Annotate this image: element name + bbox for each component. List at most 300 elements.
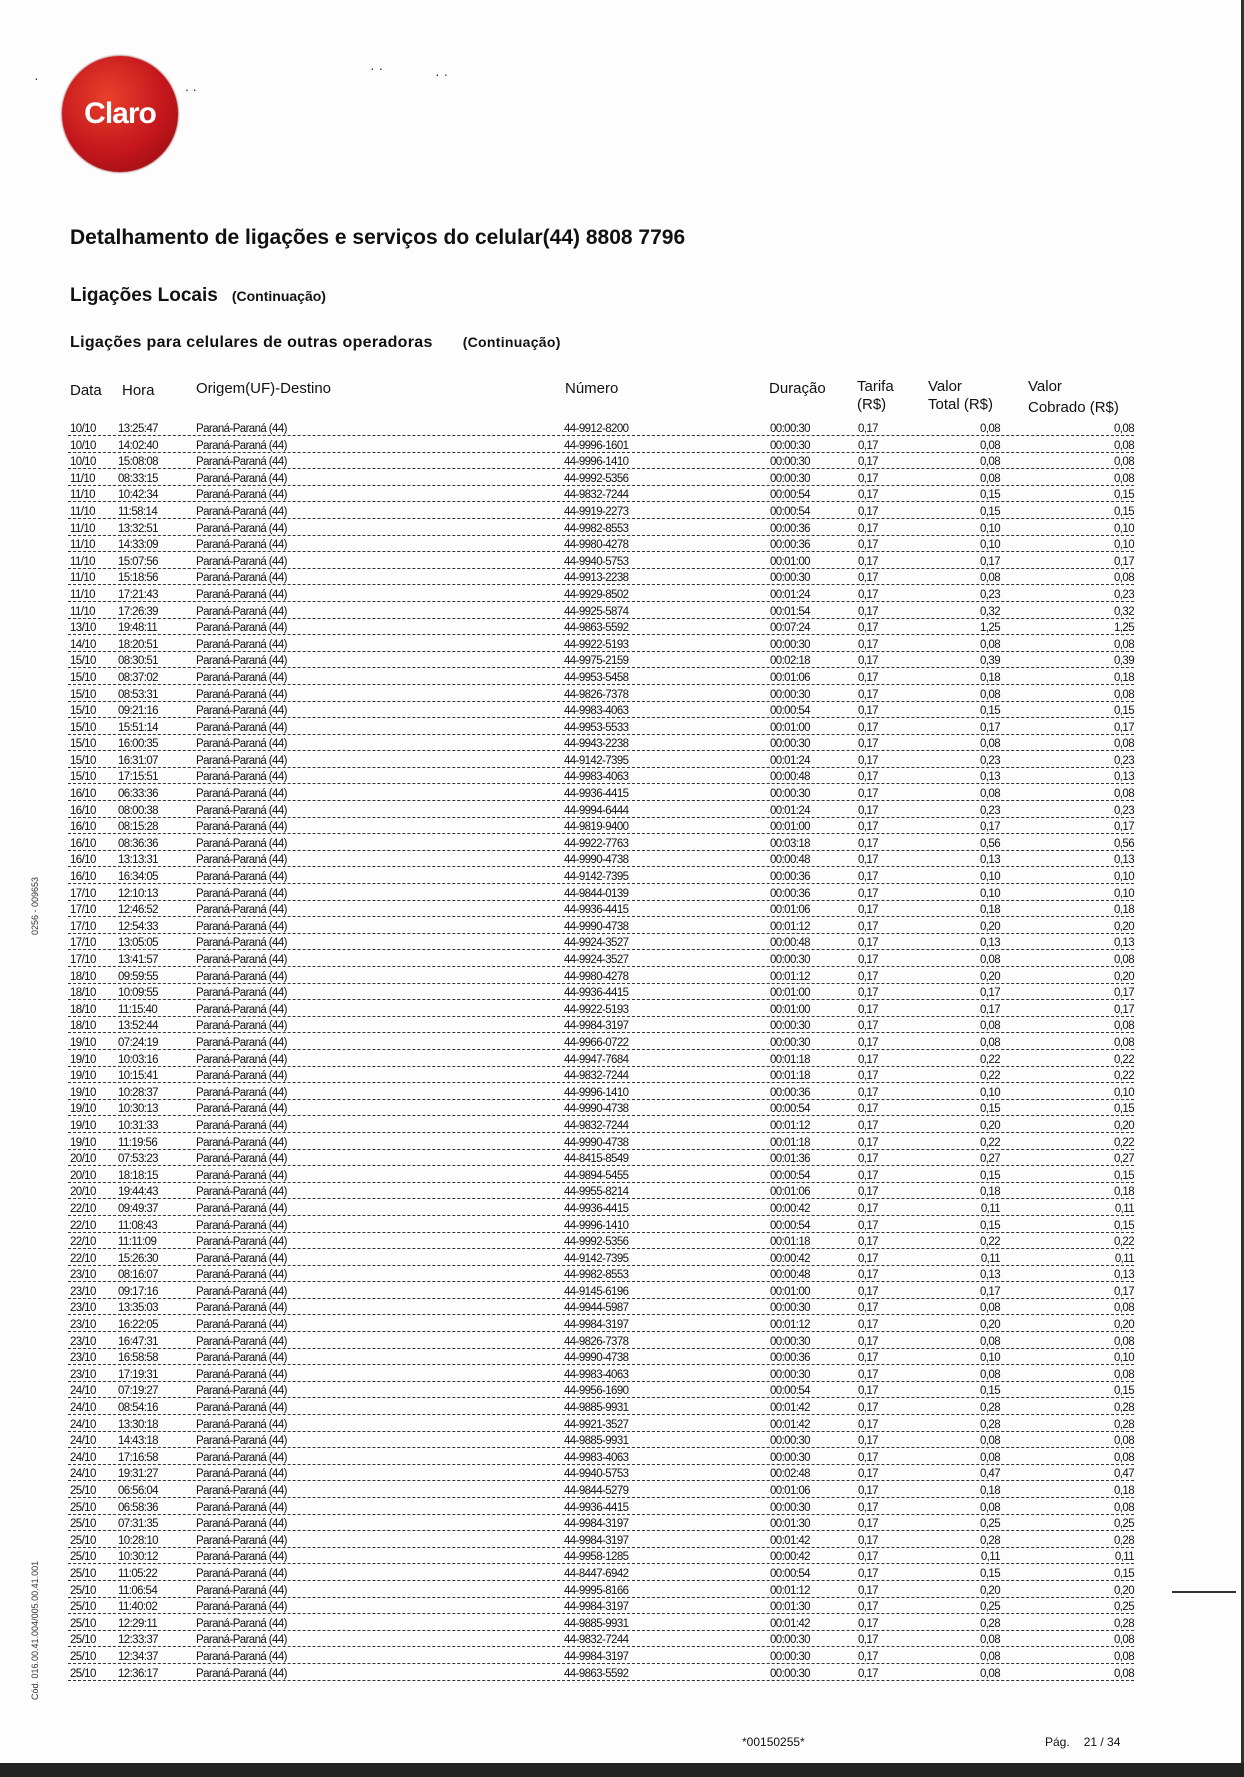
call-time: 08:15:28	[118, 821, 158, 834]
call-charged: 0,10	[1114, 871, 1134, 884]
call-rate: 0,17	[858, 1053, 878, 1066]
call-date: 24/10	[70, 1385, 96, 1398]
call-rate: 0,17	[858, 854, 878, 867]
table-row	[68, 986, 1134, 1003]
table-row	[68, 488, 1134, 505]
call-number: 44-9995-8166	[564, 1584, 629, 1597]
call-total: 0,10	[980, 522, 1000, 535]
call-origin: Paraná-Paraná (44)	[196, 987, 287, 1000]
call-total: 0,10	[980, 1086, 1000, 1099]
call-rate: 0,17	[858, 1468, 878, 1481]
call-rate: 0,17	[858, 788, 878, 801]
call-time: 11:19:56	[118, 1136, 158, 1149]
call-duration: 00:01:42	[770, 1534, 810, 1547]
call-time: 17:26:39	[118, 605, 158, 618]
table-row	[68, 1252, 1134, 1269]
call-number: 44-9994-6444	[564, 804, 629, 817]
call-duration: 00:00:48	[770, 771, 810, 784]
call-rate: 0,17	[858, 1584, 878, 1597]
valor-total-unit: Total (R$)	[928, 396, 994, 413]
col-header-duracao: Duração	[769, 380, 826, 397]
call-number: 44-9936-4415	[564, 987, 629, 1000]
call-number: 44-9983-4063	[564, 705, 629, 718]
call-total: 0,17	[980, 721, 1000, 734]
call-total: 1,25	[980, 622, 1000, 635]
call-origin: Paraná-Paraná (44)	[196, 1053, 287, 1066]
call-rate: 0,17	[858, 738, 878, 751]
call-charged: 0,20	[1114, 970, 1134, 983]
call-total: 0,18	[980, 1485, 1000, 1497]
call-origin: Paraná-Paraná (44)	[196, 539, 287, 552]
table-row	[68, 1318, 1134, 1335]
table-row	[68, 870, 1134, 887]
call-rate: 0,17	[858, 1518, 878, 1531]
call-rate: 0,17	[858, 1435, 878, 1448]
call-total: 0,15	[980, 1385, 1000, 1398]
table-row	[68, 804, 1134, 821]
call-duration: 00:00:54	[770, 505, 810, 518]
call-duration: 00:01:30	[770, 1518, 810, 1531]
call-number: 44-9924-3527	[564, 937, 629, 950]
call-date: 22/10	[70, 1236, 96, 1249]
col-header-valor-cobrado	[1028, 378, 1119, 417]
call-origin: Paraná-Paraná (44)	[196, 472, 287, 485]
call-date: 25/10	[70, 1501, 96, 1514]
subsection-label: Ligações para celulares de outras operadoras	[70, 334, 433, 351]
call-rate: 0,17	[858, 622, 878, 635]
call-time: 13:13:31	[118, 854, 158, 867]
call-time: 06:56:04	[118, 1485, 158, 1497]
call-duration: 00:01:00	[770, 987, 810, 1000]
table-row	[68, 1086, 1134, 1103]
call-number: 44-9996-1601	[564, 439, 629, 452]
call-date: 11/10	[70, 539, 95, 552]
call-total: 0,56	[980, 837, 1000, 850]
call-date: 17/10	[70, 887, 96, 900]
call-total: 0,23	[980, 588, 1000, 601]
scan-dot: · ·	[370, 60, 384, 76]
call-charged: 0,22	[1114, 1053, 1134, 1066]
call-number: 44-9832-7244	[564, 1634, 629, 1647]
call-charged: 0,17	[1114, 821, 1134, 834]
call-date: 22/10	[70, 1219, 96, 1232]
call-rate: 0,17	[858, 456, 878, 469]
call-duration: 00:00:54	[770, 1385, 810, 1398]
call-number: 44-9980-4278	[564, 539, 629, 552]
call-rate: 0,17	[858, 1451, 878, 1464]
call-number: 44-9894-5455	[564, 1169, 629, 1182]
call-rate: 0,17	[858, 837, 878, 850]
call-time: 14:33:09	[118, 539, 158, 552]
table-row	[68, 571, 1134, 588]
tarifa-unit: (R$)	[857, 396, 887, 413]
call-time: 16:34:05	[118, 871, 158, 884]
call-duration: 00:01:06	[770, 671, 810, 684]
table-row	[68, 770, 1134, 787]
call-origin: Paraná-Paraná (44)	[196, 555, 287, 568]
call-charged: 0,10	[1114, 522, 1134, 535]
table-row	[68, 837, 1134, 854]
call-total: 0,13	[980, 771, 1000, 784]
call-time: 12:46:52	[118, 904, 158, 917]
call-total: 0,08	[980, 954, 1000, 966]
call-rate: 0,17	[858, 1036, 878, 1049]
call-date: 16/10	[70, 821, 96, 834]
call-charged: 0,18	[1114, 1186, 1134, 1199]
call-charged: 0,15	[1114, 1567, 1134, 1580]
call-time: 08:37:02	[118, 671, 158, 684]
call-duration: 00:01:42	[770, 1402, 810, 1415]
call-date: 15/10	[70, 771, 96, 784]
call-date: 15/10	[70, 721, 96, 734]
tarifa-label: Tarifa	[857, 378, 894, 395]
call-origin: Paraná-Paraná (44)	[196, 1385, 287, 1398]
call-date: 15/10	[70, 705, 96, 718]
call-charged: 0,27	[1114, 1153, 1134, 1166]
call-date: 22/10	[70, 1252, 96, 1265]
call-number: 44-9990-4738	[564, 920, 629, 933]
call-charged: 0,08	[1114, 954, 1134, 966]
call-time: 18:18:15	[118, 1169, 158, 1182]
table-row	[68, 721, 1134, 738]
call-number: 44-9953-5458	[564, 671, 629, 684]
call-time: 16:31:07	[118, 754, 158, 767]
call-time: 12:34:37	[118, 1650, 158, 1663]
call-rate: 0,17	[858, 439, 878, 452]
call-rate: 0,17	[858, 904, 878, 917]
call-origin: Paraná-Paraná (44)	[196, 1169, 287, 1182]
claro-logo	[62, 56, 178, 172]
call-number: 44-9982-8553	[564, 1269, 629, 1282]
call-rate: 0,17	[858, 754, 878, 767]
call-duration: 00:07:24	[770, 622, 810, 635]
call-date: 15/10	[70, 671, 96, 684]
call-time: 17:21:43	[118, 588, 158, 601]
call-time: 11:15:40	[118, 1003, 158, 1016]
call-origin: Paraná-Paraná (44)	[196, 423, 287, 435]
call-origin: Paraná-Paraná (44)	[196, 887, 287, 900]
call-date: 23/10	[70, 1302, 96, 1315]
call-duration: 00:00:30	[770, 1435, 810, 1448]
table-row	[68, 1434, 1134, 1451]
call-charged: 0,08	[1114, 1634, 1134, 1647]
call-number: 44-9940-5753	[564, 555, 629, 568]
call-rate: 0,17	[858, 489, 878, 502]
table-row	[68, 1019, 1134, 1036]
call-date: 19/10	[70, 1053, 96, 1066]
call-time: 15:18:56	[118, 572, 158, 585]
call-charged: 0,15	[1114, 1169, 1134, 1182]
call-duration: 00:00:54	[770, 1103, 810, 1116]
call-rate: 0,17	[858, 1153, 878, 1166]
call-origin: Paraná-Paraná (44)	[196, 1650, 287, 1663]
call-total: 0,08	[980, 472, 1000, 485]
call-time: 12:29:11	[118, 1617, 158, 1630]
call-total: 0,08	[980, 638, 1000, 651]
section-title	[70, 285, 326, 307]
table-row	[68, 1550, 1134, 1567]
call-date: 11/10	[70, 489, 95, 502]
call-date: 10/10	[70, 423, 96, 435]
call-total: 0,15	[980, 705, 1000, 718]
scan-dot: · ·	[435, 66, 449, 82]
call-date: 16/10	[70, 854, 96, 867]
call-rate: 0,17	[858, 804, 878, 817]
call-origin: Paraná-Paraná (44)	[196, 1269, 287, 1282]
call-total: 0,08	[980, 1368, 1000, 1381]
call-charged: 0,15	[1114, 489, 1134, 502]
call-number: 44-9922-7763	[564, 837, 629, 850]
call-origin: Paraná-Paraná (44)	[196, 505, 287, 518]
call-charged: 0,10	[1114, 539, 1134, 552]
call-charged: 0,08	[1114, 638, 1134, 651]
call-origin: Paraná-Paraná (44)	[196, 1219, 287, 1232]
call-date: 25/10	[70, 1667, 96, 1680]
call-duration: 00:00:30	[770, 1451, 810, 1464]
call-duration: 00:00:30	[770, 954, 810, 966]
call-duration: 00:00:30	[770, 1634, 810, 1647]
call-charged: 0,17	[1114, 1003, 1134, 1016]
call-time: 10:30:12	[118, 1551, 158, 1564]
call-total: 0,27	[980, 1153, 1000, 1166]
call-charged: 0,15	[1114, 1385, 1134, 1398]
call-number: 44-9984-3197	[564, 1319, 629, 1332]
table-row	[68, 1667, 1134, 1684]
call-time: 09:21:16	[118, 705, 158, 718]
table-row	[68, 1185, 1134, 1202]
call-charged: 0,08	[1114, 1650, 1134, 1663]
call-origin: Paraná-Paraná (44)	[196, 1368, 287, 1381]
call-duration: 00:01:00	[770, 1003, 810, 1016]
table-row	[68, 538, 1134, 555]
call-duration: 00:01:12	[770, 970, 810, 983]
call-charged: 0,08	[1114, 1368, 1134, 1381]
table-row	[68, 505, 1134, 522]
call-time: 12:54:33	[118, 920, 158, 933]
call-number: 44-9956-1690	[564, 1385, 629, 1398]
table-row	[68, 422, 1134, 439]
call-time: 16:00:35	[118, 738, 158, 751]
call-number: 44-9958-1285	[564, 1551, 629, 1564]
call-number: 44-9826-7378	[564, 688, 629, 701]
table-row	[68, 1235, 1134, 1252]
call-rate: 0,17	[858, 970, 878, 983]
call-total: 0,10	[980, 539, 1000, 552]
call-number: 44-9992-5356	[564, 472, 629, 485]
call-time: 14:43:18	[118, 1435, 158, 1448]
call-rate: 0,17	[858, 1485, 878, 1497]
call-total: 0,18	[980, 1186, 1000, 1199]
call-total: 0,08	[980, 439, 1000, 452]
call-charged: 0,32	[1114, 605, 1134, 618]
call-number: 44-9142-7395	[564, 871, 629, 884]
call-rate: 0,17	[858, 655, 878, 668]
call-duration: 00:00:36	[770, 539, 810, 552]
call-number: 44-9863-5592	[564, 1667, 629, 1680]
call-time: 16:58:58	[118, 1352, 158, 1365]
call-rate: 0,17	[858, 1202, 878, 1215]
call-duration: 00:01:06	[770, 1186, 810, 1199]
call-time: 16:47:31	[118, 1335, 158, 1348]
call-date: 17/10	[70, 920, 96, 933]
call-origin: Paraná-Paraná (44)	[196, 1534, 287, 1547]
call-total: 0,15	[980, 1169, 1000, 1182]
call-number: 44-9984-3197	[564, 1518, 629, 1531]
call-number: 44-9145-6196	[564, 1285, 629, 1298]
call-charged: 0,23	[1114, 588, 1134, 601]
call-number: 44-9980-4278	[564, 970, 629, 983]
call-time: 11:06:54	[118, 1584, 158, 1597]
call-time: 13:30:18	[118, 1418, 158, 1431]
call-date: 25/10	[70, 1518, 96, 1531]
call-date: 16/10	[70, 871, 96, 884]
call-date: 24/10	[70, 1402, 96, 1415]
call-rate: 0,17	[858, 522, 878, 535]
call-date: 18/10	[70, 970, 96, 983]
call-date: 16/10	[70, 788, 96, 801]
call-total: 0,20	[980, 920, 1000, 933]
call-duration: 00:01:24	[770, 804, 810, 817]
call-time: 17:19:31	[118, 1368, 158, 1381]
call-rate: 0,17	[858, 721, 878, 734]
call-duration: 00:00:30	[770, 1335, 810, 1348]
table-row	[68, 1501, 1134, 1518]
call-duration: 00:01:18	[770, 1236, 810, 1249]
call-rate: 0,17	[858, 423, 878, 435]
call-duration: 00:00:36	[770, 522, 810, 535]
call-total: 0,08	[980, 1435, 1000, 1448]
call-total: 0,15	[980, 1567, 1000, 1580]
table-row	[68, 1368, 1134, 1385]
call-time: 08:54:16	[118, 1402, 158, 1415]
call-rate: 0,17	[858, 1086, 878, 1099]
call-number: 44-9982-8553	[564, 522, 629, 535]
call-time: 06:58:36	[118, 1501, 158, 1514]
call-duration: 00:00:30	[770, 788, 810, 801]
call-rate: 0,17	[858, 771, 878, 784]
call-date: 19/10	[70, 1119, 96, 1132]
call-number: 44-9944-5987	[564, 1302, 629, 1315]
call-origin: Paraná-Paraná (44)	[196, 821, 287, 834]
call-charged: 0,13	[1114, 1269, 1134, 1282]
call-number: 44-9984-3197	[564, 1020, 629, 1033]
call-date: 18/10	[70, 987, 96, 1000]
table-row	[68, 638, 1134, 655]
call-origin: Paraná-Paraná (44)	[196, 439, 287, 452]
call-number: 44-9922-5193	[564, 638, 629, 651]
table-row	[68, 1351, 1134, 1368]
call-total: 0,25	[980, 1601, 1000, 1614]
table-row	[68, 1418, 1134, 1435]
table-row	[68, 1401, 1134, 1418]
call-number: 44-9990-4738	[564, 1136, 629, 1149]
call-charged: 0,15	[1114, 1103, 1134, 1116]
table-row	[68, 1584, 1134, 1601]
call-total: 0,10	[980, 887, 1000, 900]
call-total: 0,22	[980, 1136, 1000, 1149]
table-row	[68, 1169, 1134, 1186]
call-time: 08:36:36	[118, 837, 158, 850]
call-origin: Paraná-Paraná (44)	[196, 1335, 287, 1348]
table-row	[68, 654, 1134, 671]
call-duration: 00:01:12	[770, 920, 810, 933]
call-total: 0,08	[980, 688, 1000, 701]
call-time: 13:25:47	[118, 423, 158, 435]
table-row	[68, 1136, 1134, 1153]
table-row	[68, 472, 1134, 489]
call-origin: Paraná-Paraná (44)	[196, 522, 287, 535]
call-time: 08:00:38	[118, 804, 158, 817]
table-row	[68, 1102, 1134, 1119]
call-origin: Paraná-Paraná (44)	[196, 788, 287, 801]
barcode-text: *00150255*	[742, 1735, 805, 1749]
call-rate: 0,17	[858, 954, 878, 966]
call-number: 44-9832-7244	[564, 1070, 629, 1083]
call-origin: Paraná-Paraná (44)	[196, 489, 287, 502]
valor-total-label: Valor	[928, 378, 962, 395]
call-rate: 0,17	[858, 555, 878, 568]
call-charged: 0,47	[1114, 1468, 1134, 1481]
call-time: 14:02:40	[118, 439, 158, 452]
call-time: 17:16:58	[118, 1451, 158, 1464]
call-rate: 0,17	[858, 1385, 878, 1398]
call-charged: 0,15	[1114, 705, 1134, 718]
call-duration: 00:01:00	[770, 721, 810, 734]
call-rate: 0,17	[858, 505, 878, 518]
call-duration: 00:01:12	[770, 1319, 810, 1332]
call-number: 44-9919-2273	[564, 505, 629, 518]
call-origin: Paraná-Paraná (44)	[196, 954, 287, 966]
table-row	[68, 1567, 1134, 1584]
call-charged: 0,20	[1114, 1319, 1134, 1332]
fold-mark	[1172, 1591, 1236, 1593]
call-duration: 00:01:42	[770, 1418, 810, 1431]
call-date: 14/10	[70, 638, 96, 651]
call-time: 13:52:44	[118, 1020, 158, 1033]
call-duration: 00:00:30	[770, 423, 810, 435]
call-origin: Paraná-Paraná (44)	[196, 837, 287, 850]
scan-dot: ·	[34, 70, 39, 86]
call-charged: 0,08	[1114, 472, 1134, 485]
call-number: 44-9913-2238	[564, 572, 629, 585]
call-duration: 00:02:48	[770, 1468, 810, 1481]
call-date: 25/10	[70, 1650, 96, 1663]
call-number: 44-9936-4415	[564, 904, 629, 917]
call-rate: 0,17	[858, 1269, 878, 1282]
call-origin: Paraná-Paraná (44)	[196, 1584, 287, 1597]
call-origin: Paraná-Paraná (44)	[196, 771, 287, 784]
table-row	[68, 853, 1134, 870]
call-number: 44-9912-8200	[564, 423, 629, 435]
call-duration: 00:00:54	[770, 1169, 810, 1182]
call-number: 44-9992-5356	[564, 1236, 629, 1249]
call-total: 0,15	[980, 505, 1000, 518]
table-row	[68, 737, 1134, 754]
call-number: 44-9984-3197	[564, 1601, 629, 1614]
call-date: 15/10	[70, 655, 96, 668]
call-total: 0,28	[980, 1534, 1000, 1547]
table-row	[68, 970, 1134, 987]
call-number: 44-9885-9931	[564, 1435, 629, 1448]
call-origin: Paraná-Paraná (44)	[196, 1285, 287, 1298]
call-total: 0,15	[980, 489, 1000, 502]
call-origin: Paraná-Paraná (44)	[196, 1617, 287, 1630]
call-charged: 0,08	[1114, 1020, 1134, 1033]
call-duration: 00:00:48	[770, 854, 810, 867]
call-charged: 0,11	[1114, 1202, 1134, 1215]
call-time: 13:05:05	[118, 937, 158, 950]
call-total: 0,20	[980, 1584, 1000, 1597]
